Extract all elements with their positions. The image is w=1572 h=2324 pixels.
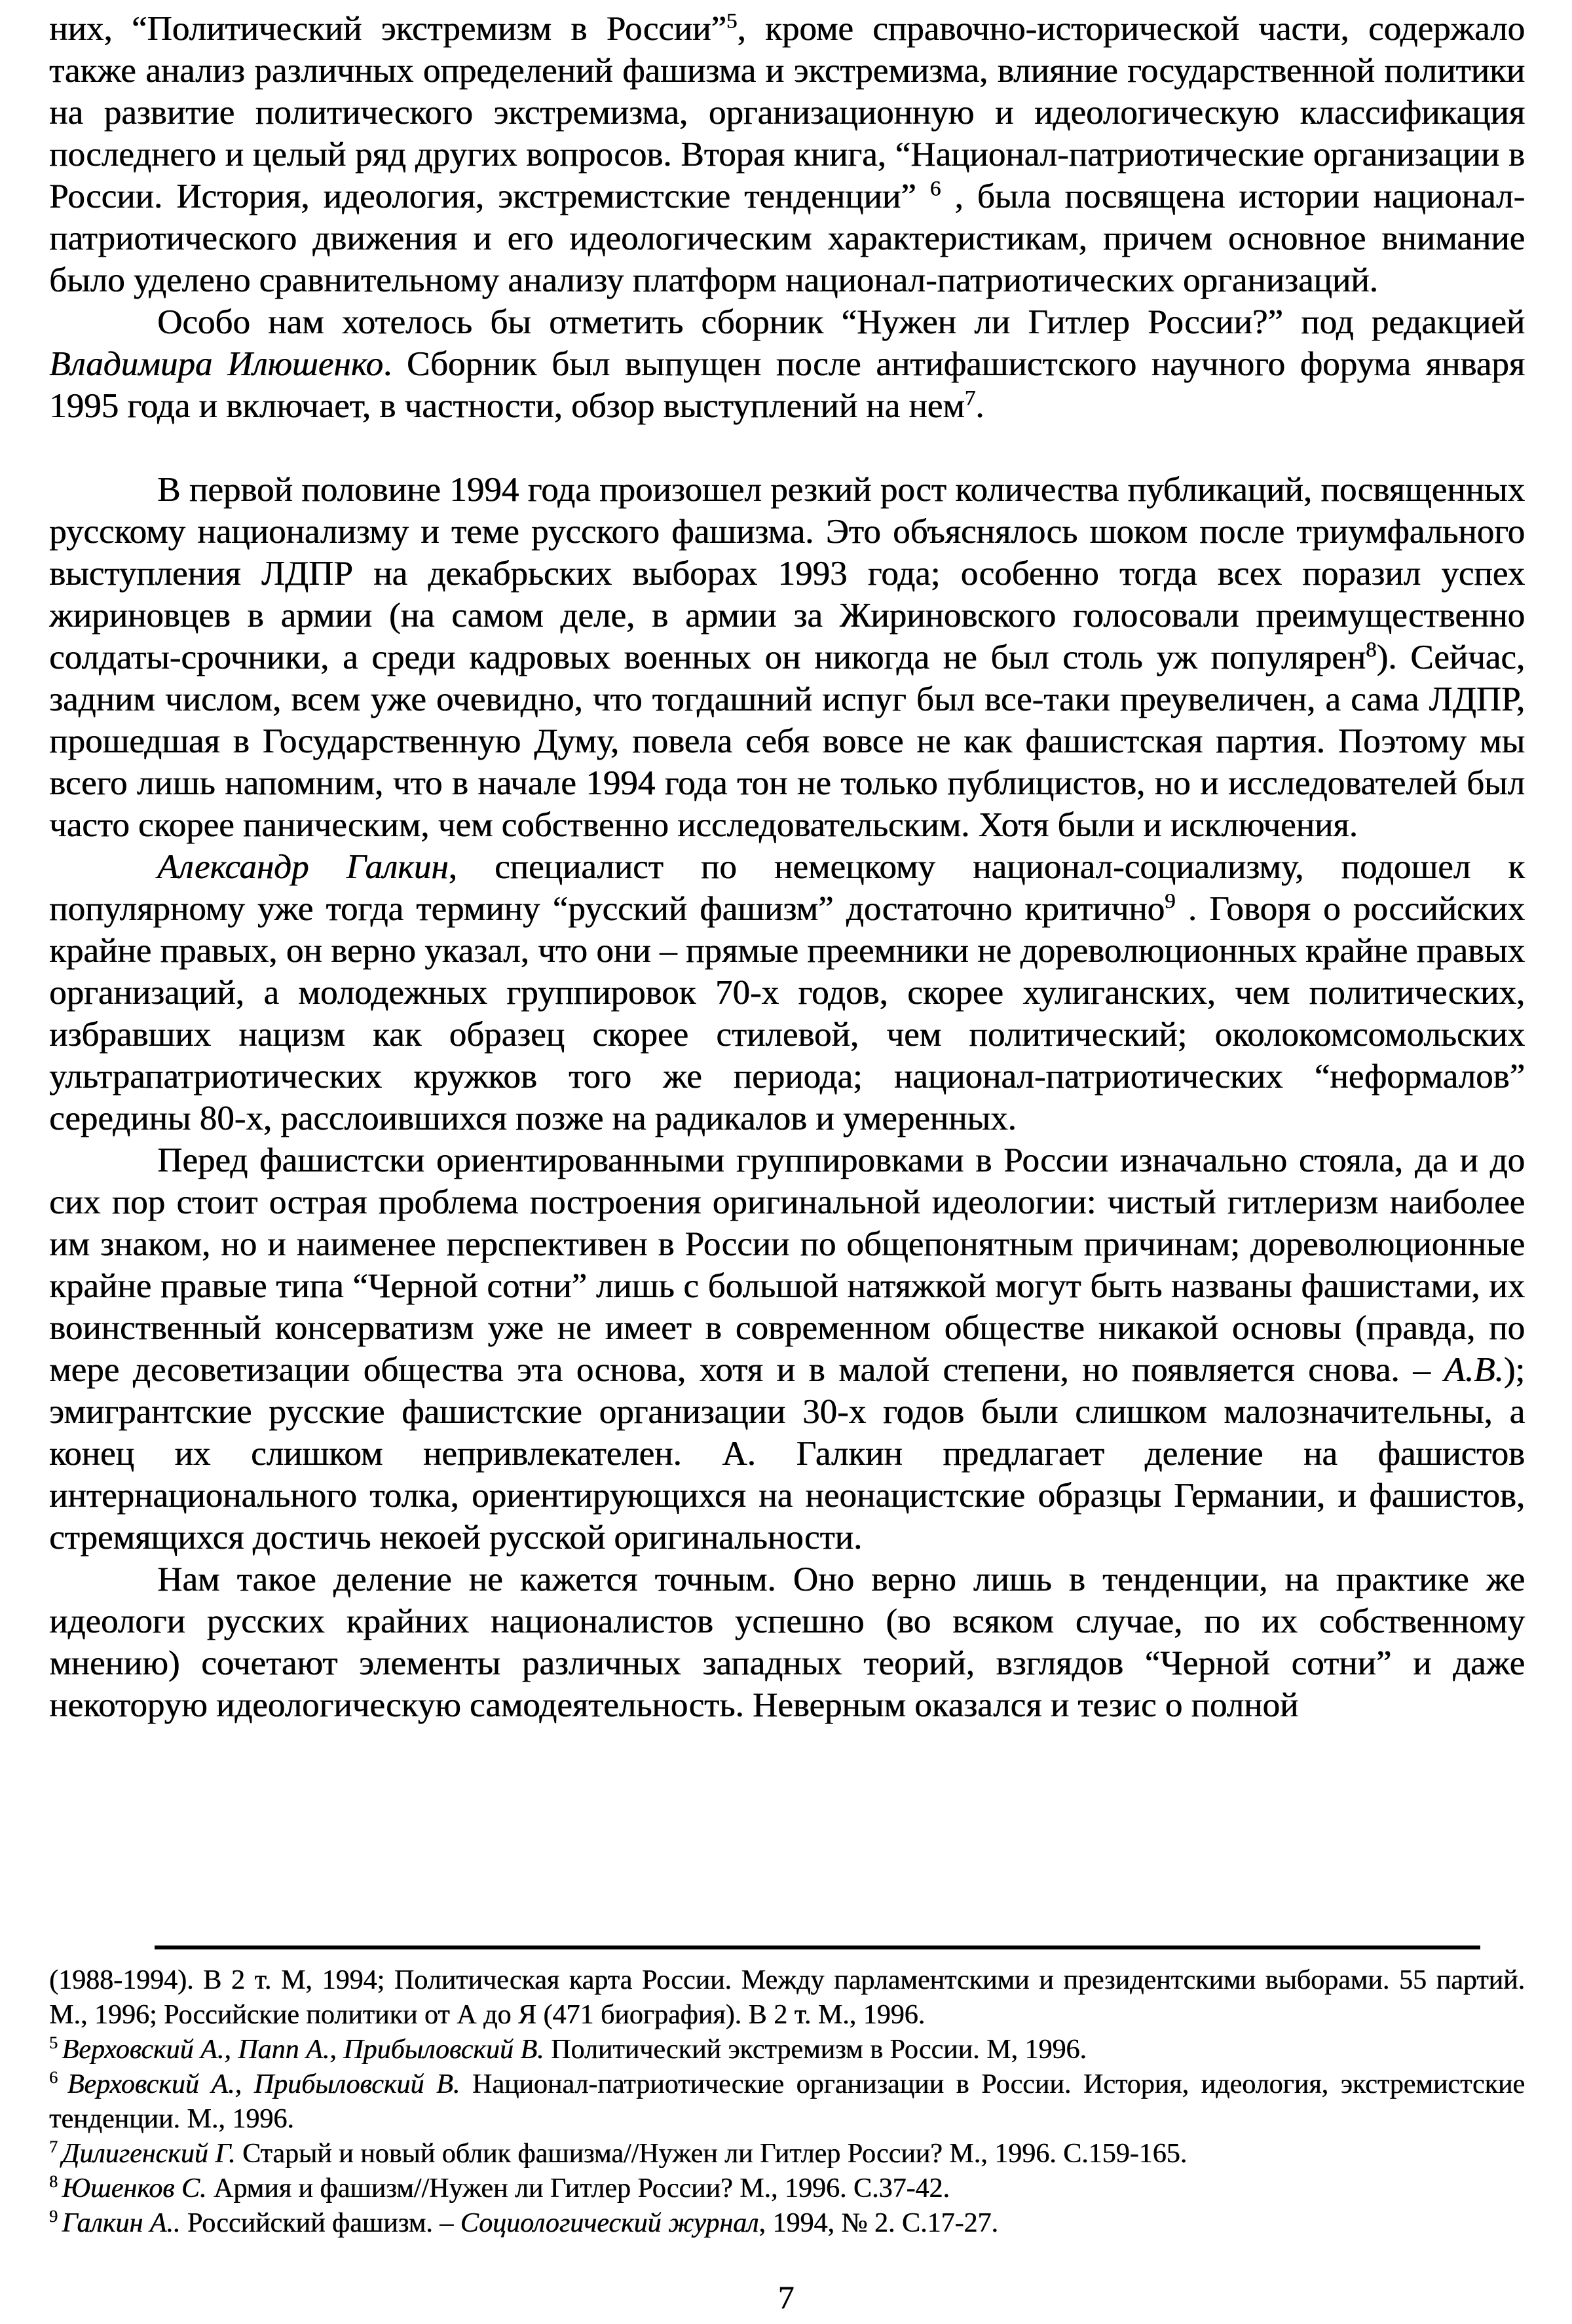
footnote-marker: 8 [1366,638,1377,662]
page-number: 7 [777,2279,795,2315]
footnote-continuation [49,1963,1525,2033]
body-text-column [49,8,1525,1726]
footnote-marker: 5 [49,2033,62,2052]
text-run: ); эмигрантские русские фашистские организации 30-х годов были слишком малозначительны, а конец их слишком непривлекателен. А. Галкин предлагает деление на фашистов интернационального толка, ориентирующихся на неонацистские образцы Германии, и фашистов, стремящихся достичь некоей русской оригинальности. [49,1351,1525,1557]
text-run: , специалист по немецкому национал-социализму, подошел к популярному уже тогда термину “русский фашизм” достаточно критично [49,848,1525,928]
text-run: . Сборник был выпущен после антифашистского научного форума января 1995 года и включает, в частности, обзор выступлений на нем [49,345,1525,425]
footnote [49,2067,1525,2137]
footnote-marker: 6 [49,2068,67,2087]
text-run: Галкин А.. [62,2208,181,2238]
text-run: Верховский А., Папп А., Прибыловский В. [62,2035,544,2065]
text-run: Юшенков С. [62,2173,207,2204]
text-run: (1988-1994). В 2 т. М, 1994; Политическая карта России. Между парламентскими и президентскими выборами. 55 партий. М., 1996; Российские политики от А до Я (471 биография). В 2 т. М., 1996. [49,1965,1525,2030]
text-run: Особо нам хотелось бы отметить сборник “Нужен ли Гитлер России?” под редакцией [157,303,1525,341]
text-run: Старый и новый облик фашизма//Нужен ли Гитлер России? М., 1996. С.159-165. [235,2139,1188,2169]
text-run: ). Сейчас, задним числом, всем уже очевидно, что тогдашний испуг был все-таки преувеличен, а сама ЛДПР, прошедшая в Государственную Думу, повела себя вовсе не как фашистская партия. Поэтому мы всего лишь напомним, что в начале 1994 года тон не только публицистов, но и исследователей был часто скорее паническим, чем собственно исследовательским. Хотя были и исключения. [49,638,1525,844]
text-run: Армия и фашизм//Нужен ли Гитлер России? М., 1996. С.37-42. [206,2173,950,2204]
paragraph [49,301,1525,427]
footnote [49,2033,1525,2067]
footnote-marker: 7 [49,2137,62,2156]
text-run: Политический экстремизм в России. М, 1996. [544,2035,1087,2065]
paragraph [49,1139,1525,1559]
text-run: Социологический журнал [460,2208,759,2238]
text-run: , была посвящена истории национал-патриотического движения и его идеологическим характеристикам, причем основное внимание было уделено сравнительному анализу платформ национал-патриотических организаций. [49,177,1525,299]
text-run: Александр Галкин [157,848,449,886]
footnote-marker: 5 [726,9,738,33]
text-run: Дилигенский Г. [62,2139,236,2169]
footnote [49,2171,1525,2206]
text-run: Нам такое деление не кажется точным. Оно верно лишь в тенденции, на практике же идеологи русских крайних националистов успешно (во всяком случае, по их собственному мнению) сочетают элементы различных западных теорий, взглядов “Черной сотни” и даже некоторую идеологическую самодеятельность. Неверным оказался и тезис о полной [49,1560,1525,1724]
text-run: Национал-патриотические организации в России. История, идеология, экстремистские тенденции. М., 1996. [49,2069,1525,2134]
text-run: Перед фашистски ориентированными группировками в России изначально стояла, да и до сих пор стоит острая проблема построения оригинальной идеологии: чистый гитлеризм наиболее им знаком, но и наименее перспективен в России по общепонятным причинам; дореволюционные крайне правые типа “Черной сотни” лишь с большой натяжкой могут быть названы фашистами, их воинственный консерватизм уже не имеет в современном обществе никакой основы (правда, по мере десоветизации общества эта основа, хотя и в малой степени, но появляется снова. – [49,1141,1525,1389]
text-run: . Говоря о российских крайне правых, он верно указал, что они – прямые преемники не дореволюционных крайне правых организаций, а молодежных группировок 70-х годов, скорее хулиганских, чем политических, избравших нацизм как образец скорее стилевой, чем политический; околокомсомольских ультрапатриотических кружков того же периода; национал-патриотических “неформалов” середины 80-х, расслоившихся позже на радикалов и умеренных. [49,890,1525,1137]
footnote-marker: 8 [49,2172,62,2191]
footnotes-block [49,1963,1525,2241]
footnote-marker: 9 [49,2207,62,2226]
footnote [49,2206,1525,2241]
footnote-marker: 6 [929,177,941,201]
footnote-marker: 9 [1165,889,1176,913]
text-run: . [975,387,984,425]
paragraph [49,846,1525,1139]
footnote [49,2137,1525,2171]
paragraph [49,1559,1525,1726]
paragraph [49,8,1525,301]
footnote-separator-rule [155,1946,1480,1949]
text-run: Российский фашизм. – [180,2208,460,2238]
text-run: Владимира Илюшенко [49,345,383,383]
text-run: них, “Политический экстремизм в России” [49,10,726,48]
text-run: В первой половине 1994 года произошел резкий рост количества публикаций, посвященных русскому национализму и теме русского фашизма. Это объяснялось шоком после триумфального выступления ЛДПР на декабрьских выборах 1993 года; особенно тогда всех поразил успех жириновцев в армии (на самом деле, в армии за Жириновского голосовали преимущественно солдаты-срочники, а среди кадровых военных он никогда не был столь уж популярен [49,471,1525,676]
paragraph [49,469,1525,846]
text-run: Верховский А., Прибыловский В. [67,2069,460,2099]
text-run: , 1994, № 2. С.17-27. [758,2208,998,2238]
footnote-marker: 7 [964,386,976,411]
text-run: , кроме справочно-исторической части, содержало также анализ различных определений фашизма и экстремизма, влияние государственной политики на развитие политического экстремизма, организационную и идеологическую классификация последнего и целый ряд других вопросов. Вторая книга, “Национал-патриотические организации в России. История, идеология, экстремистские тенденции” [49,10,1525,215]
text-run: А.В. [1444,1351,1504,1389]
